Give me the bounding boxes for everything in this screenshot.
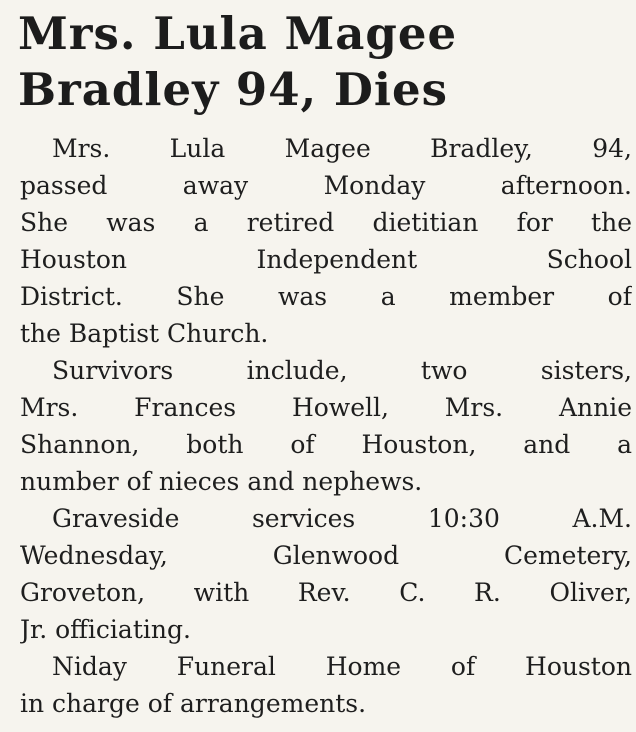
text-line: Survivors include, two sisters, [52,356,632,385]
text-line: Shannon, both of Houston, and a [20,430,632,459]
headline-line: Bradley 94, Dies [18,63,448,116]
paragraph-services [20,500,632,648]
text-line: passed away Monday afternoon. [20,171,632,200]
text-line: number of nieces and nephews. [20,467,423,496]
text-line: Graveside services 10:30 A.M. [52,504,632,533]
text-line: Houston Independent School [20,245,632,274]
article-body [20,130,632,722]
text-line: the Baptist Church. [20,319,269,348]
text-line: Groveton, with Rev. C. R. Oliver, [20,578,632,607]
text-line: Mrs. Frances Howell, Mrs. Annie [20,393,632,422]
paragraph-arrangements [20,648,632,722]
paragraph-survivors [20,352,632,500]
text-line: in charge of arrangements. [20,689,367,718]
headline-line: Mrs. Lula Magee [18,7,458,60]
text-line: She was a retired dietitian for the [20,208,632,237]
text-line: District. She was a member of [20,282,632,311]
headline [18,6,628,118]
text-line: Jr. officiating. [20,615,191,644]
text-line: Mrs. Lula Magee Bradley, 94, [52,134,632,163]
text-line: Wednesday, Glenwood Cemetery, [20,541,632,570]
text-line: Niday Funeral Home of Houston [52,652,632,681]
paragraph-death-notice [20,130,632,352]
